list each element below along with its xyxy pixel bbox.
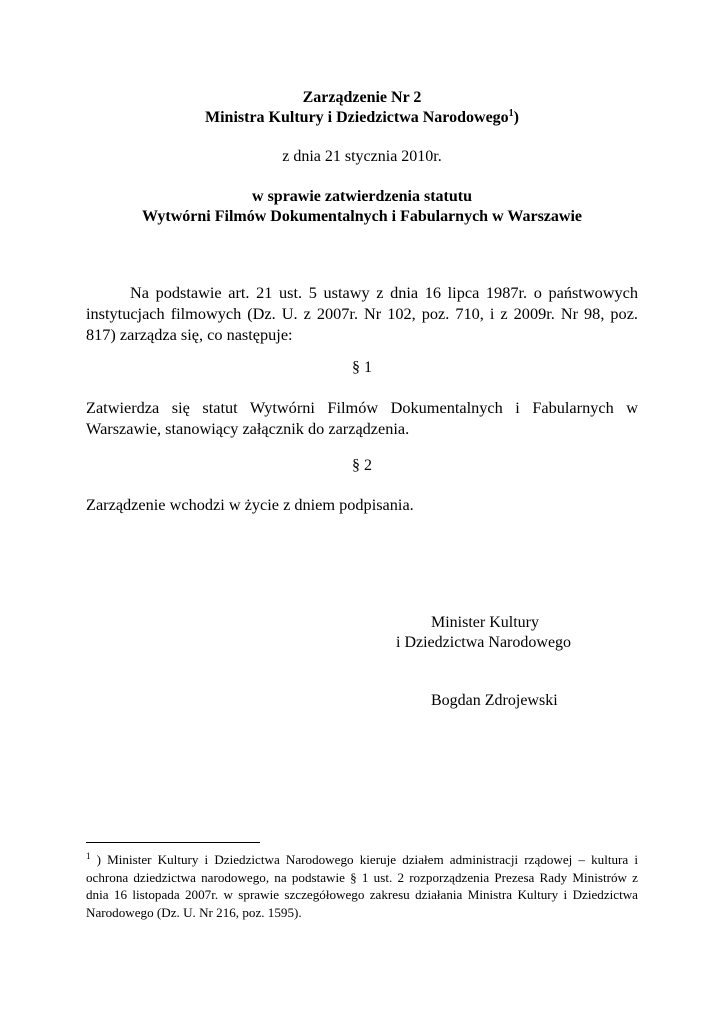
document-date: z dnia 21 stycznia 2010r. [282,148,442,165]
subject-line-2: Wytwórni Filmów Dokumentalnych i Fabularnych w Warszawie [141,208,582,225]
footnote-number: 1 [86,851,91,861]
signature-office-line-2: i Dziedzictwa Narodowego [396,634,572,651]
document-title [0,88,724,108]
footnote [86,851,638,921]
preamble-paragraph: Na podstawie art. 21 ust. 5 ustawy z dnia 16 lipca 1987r. o państwowych instytucjach filmowych (Dz. U. z 2007r. Nr 102, poz. 710, i z 2009r. Nr 98, poz. 817) zarządza się, co następuje: [86,283,638,344]
signature-office-line-1: Minister Kultury [431,614,539,631]
issuer-line [0,108,724,128]
section-2-mark: § 2 [352,457,372,474]
section-2-text: Zarządzenie wchodzi w życie z dniem podpisania. [86,495,414,514]
footnote-reference[interactable]: 1 [508,108,514,119]
subject-line-1: w sprawie zatwierdzenia statutu [252,188,472,205]
section-1-text: Zatwierdza się statut Wytwórni Filmów Dokumentalnych i Fabularnych w Warszawie, stanowiący załącznik do zarządzenia. [86,398,638,438]
footnote-separator [86,842,260,843]
issuer-suffix: ) [513,109,519,126]
issuer-text: Ministra Kultury i Dziedzictwa Narodowego [205,109,509,126]
section-1-mark: § 1 [352,359,372,376]
title-line-1: Zarządzenie Nr 2 [302,89,422,106]
signatory-name: Bogdan Zdrojewski [431,692,558,709]
footnote-text: ) Minister Kultury i Dziedzictwa Narodowego kieruje działem administracji rządowej – kultura i ochrona dziedzictwa narodowego, na podstawie § 1 ust. 2 rozporządzenia Prezesa Rady Ministrów z dnia 16 listopada 2007r. w sprawie szczegółowego zakresu działania Ministra Kultury i Dziedzictwa Narodowego (Dz. U. Nr 216, poz. 1595). [86,852,638,920]
